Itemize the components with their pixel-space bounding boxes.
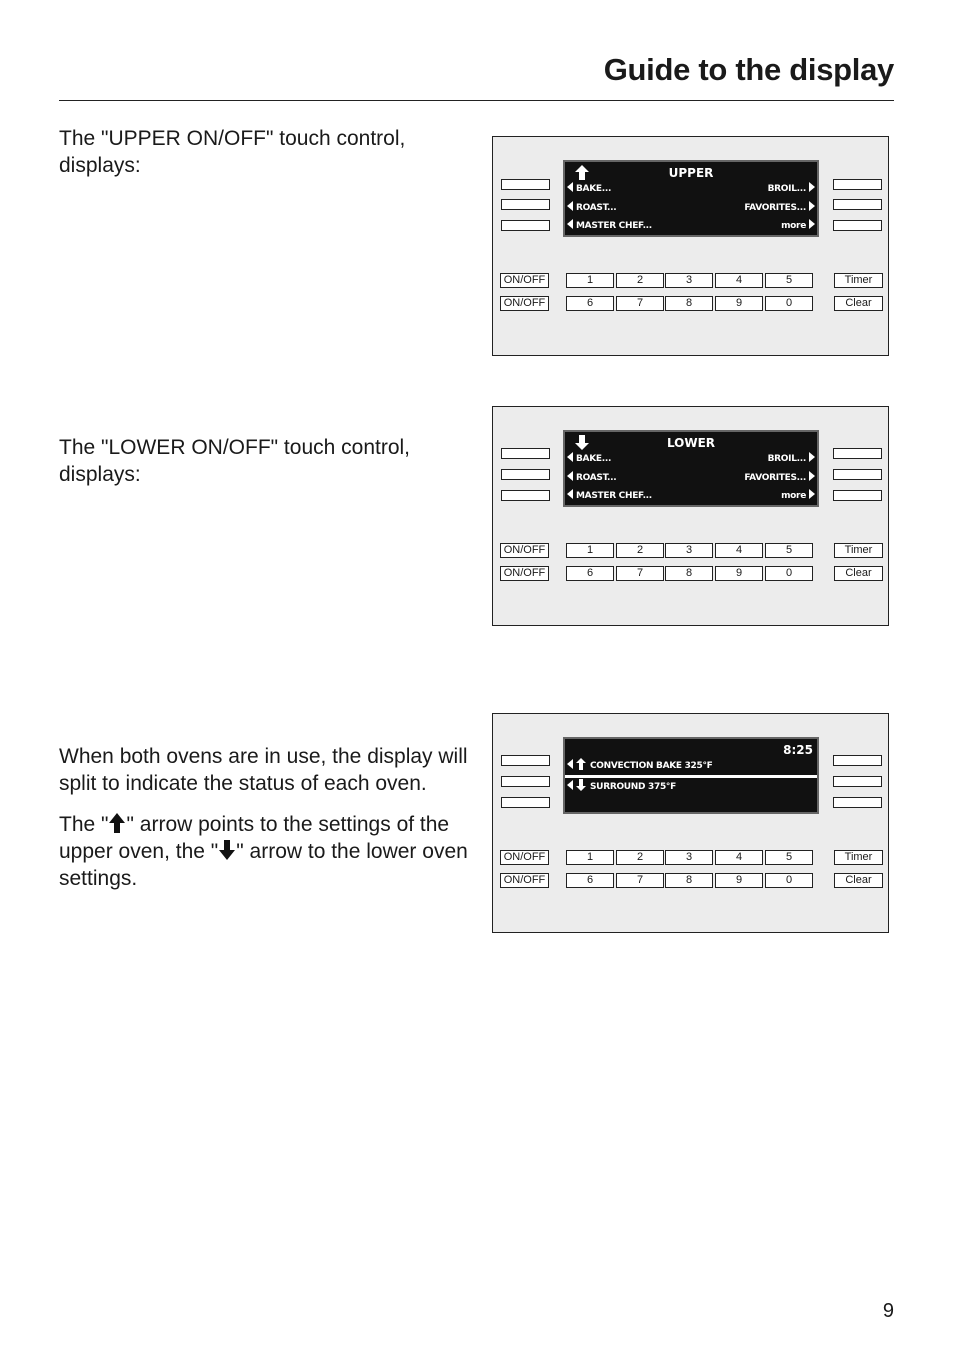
split-description-p2 (59, 811, 469, 892)
display-header: LOWER (666, 436, 716, 450)
p2-part-b: " arrow points to the settings of the upper oven, the " (59, 813, 450, 863)
menu-item-master-chef (567, 489, 652, 501)
title-rule (59, 100, 894, 101)
menu-label: BROIL... (767, 454, 806, 464)
down-arrow-icon (218, 839, 236, 861)
key-2[interactable]: 2 (616, 273, 664, 288)
key-0[interactable]: 0 (765, 296, 813, 311)
softkey-left-3[interactable] (501, 220, 550, 231)
key-5[interactable]: 5 (765, 273, 813, 288)
softkey-right-1[interactable] (833, 755, 882, 766)
menu-item-broil (768, 182, 815, 194)
softkey-right-2[interactable] (833, 199, 882, 210)
upper-description (59, 125, 469, 193)
upper-onoff-button[interactable]: ON/OFF (500, 543, 549, 558)
menu-label: MASTER CHEF... (576, 491, 652, 501)
key-4[interactable]: 4 (715, 850, 763, 865)
menu-item-master-chef (567, 219, 652, 231)
display-screen (563, 160, 819, 237)
key-2[interactable]: 2 (616, 543, 664, 558)
left-triangle-icon (567, 780, 573, 790)
display-header: UPPER (668, 166, 714, 180)
menu-item-broil (768, 452, 815, 464)
p2-part-a: The " (59, 813, 109, 836)
softkey-left-3[interactable] (501, 797, 550, 808)
key-6[interactable]: 6 (566, 873, 614, 888)
right-triangle-icon (809, 182, 815, 192)
softkey-right-1[interactable] (833, 448, 882, 459)
softkey-left-3[interactable] (501, 490, 550, 501)
left-triangle-icon (567, 201, 573, 211)
menu-label: ROAST... (576, 203, 617, 213)
key-3[interactable]: 3 (665, 850, 713, 865)
lower-status-text: SURROUND 375°F (590, 782, 676, 792)
split-description-p1: When both ovens are in use, the display will split to indicate the status of each oven. (59, 745, 468, 795)
key-8[interactable]: 8 (665, 566, 713, 581)
clear-button[interactable]: Clear (834, 566, 883, 581)
upper-control-panel (492, 136, 889, 356)
left-triangle-icon (567, 219, 573, 229)
timer-button[interactable]: Timer (834, 850, 883, 865)
menu-label: MASTER CHEF... (576, 221, 652, 231)
menu-label: BAKE... (576, 184, 612, 194)
menu-label: BAKE... (576, 454, 612, 464)
lower-description (59, 434, 469, 502)
left-triangle-icon (567, 471, 573, 481)
softkey-left-1[interactable] (501, 448, 550, 459)
clear-button[interactable]: Clear (834, 296, 883, 311)
key-8[interactable]: 8 (665, 296, 713, 311)
softkey-left-1[interactable] (501, 179, 550, 190)
lower-control-panel (492, 406, 889, 626)
display-screen (563, 737, 819, 814)
right-triangle-icon (809, 489, 815, 499)
softkey-right-1[interactable] (833, 179, 882, 190)
softkey-right-2[interactable] (833, 776, 882, 787)
p2-part-c: " arrow to the lower oven settings. (59, 840, 468, 890)
right-triangle-icon (809, 219, 815, 229)
key-9[interactable]: 9 (715, 296, 763, 311)
lower-onoff-button[interactable]: ON/OFF (500, 566, 549, 581)
menu-label: more (781, 491, 806, 501)
key-9[interactable]: 9 (715, 873, 763, 888)
key-3[interactable]: 3 (665, 273, 713, 288)
lower-status (567, 779, 676, 793)
key-1[interactable]: 1 (566, 850, 614, 865)
upper-description-text: The "UPPER ON/OFF" touch control, displays: (59, 127, 406, 177)
softkey-right-3[interactable] (833, 490, 882, 501)
softkey-right-2[interactable] (833, 469, 882, 480)
key-9[interactable]: 9 (715, 566, 763, 581)
menu-item-bake (567, 182, 611, 194)
key-7[interactable]: 7 (616, 873, 664, 888)
right-triangle-icon (809, 471, 815, 481)
key-4[interactable]: 4 (715, 273, 763, 288)
menu-item-bake (567, 452, 611, 464)
menu-item-roast (567, 201, 616, 213)
menu-item-roast (567, 471, 616, 483)
down-arrow-icon (576, 779, 586, 791)
upper-status (567, 758, 713, 772)
left-triangle-icon (567, 759, 573, 769)
right-triangle-icon (809, 201, 815, 211)
split-description (59, 743, 469, 906)
softkey-left-2[interactable] (501, 776, 550, 787)
clear-button[interactable]: Clear (834, 873, 883, 888)
key-0[interactable]: 0 (765, 873, 813, 888)
lower-onoff-button[interactable]: ON/OFF (500, 873, 549, 888)
lower-description-text: The "LOWER ON/OFF" touch control, displays: (59, 436, 411, 486)
key-1[interactable]: 1 (566, 273, 614, 288)
page-title: Guide to the display (603, 52, 894, 87)
display-screen (563, 430, 819, 507)
upper-status-text: CONVECTION BAKE 325°F (590, 761, 713, 771)
softkey-right-3[interactable] (833, 797, 882, 808)
key-2[interactable]: 2 (616, 850, 664, 865)
up-arrow-icon (108, 812, 126, 834)
menu-item-favorites (744, 471, 815, 483)
clock-time: 8:25 (783, 743, 813, 757)
menu-label: BROIL... (767, 184, 806, 194)
softkey-left-2[interactable] (501, 469, 550, 480)
softkey-left-1[interactable] (501, 755, 550, 766)
key-5[interactable]: 5 (765, 543, 813, 558)
left-triangle-icon (567, 182, 573, 192)
split-divider (565, 775, 817, 778)
lower-onoff-button[interactable]: ON/OFF (500, 296, 549, 311)
menu-item-more (781, 219, 815, 231)
menu-label: more (781, 221, 806, 231)
menu-label: FAVORITES... (744, 203, 806, 213)
split-control-panel (492, 713, 889, 933)
menu-item-more (781, 489, 815, 501)
upper-onoff-button[interactable]: ON/OFF (500, 273, 549, 288)
up-arrow-icon (576, 758, 586, 770)
right-triangle-icon (809, 452, 815, 462)
key-7[interactable]: 7 (616, 296, 664, 311)
softkey-right-3[interactable] (833, 220, 882, 231)
key-7[interactable]: 7 (616, 566, 664, 581)
menu-label: FAVORITES... (744, 473, 806, 483)
softkey-left-2[interactable] (501, 199, 550, 210)
upper-onoff-button[interactable]: ON/OFF (500, 850, 549, 865)
key-0[interactable]: 0 (765, 566, 813, 581)
key-3[interactable]: 3 (665, 543, 713, 558)
timer-button[interactable]: Timer (834, 273, 883, 288)
menu-label: ROAST... (576, 473, 617, 483)
key-4[interactable]: 4 (715, 543, 763, 558)
key-8[interactable]: 8 (665, 873, 713, 888)
key-6[interactable]: 6 (566, 566, 614, 581)
left-triangle-icon (567, 489, 573, 499)
left-triangle-icon (567, 452, 573, 462)
key-5[interactable]: 5 (765, 850, 813, 865)
page-number: 9 (882, 1300, 894, 1322)
menu-item-favorites (744, 201, 815, 213)
timer-button[interactable]: Timer (834, 543, 883, 558)
key-6[interactable]: 6 (566, 296, 614, 311)
key-1[interactable]: 1 (566, 543, 614, 558)
